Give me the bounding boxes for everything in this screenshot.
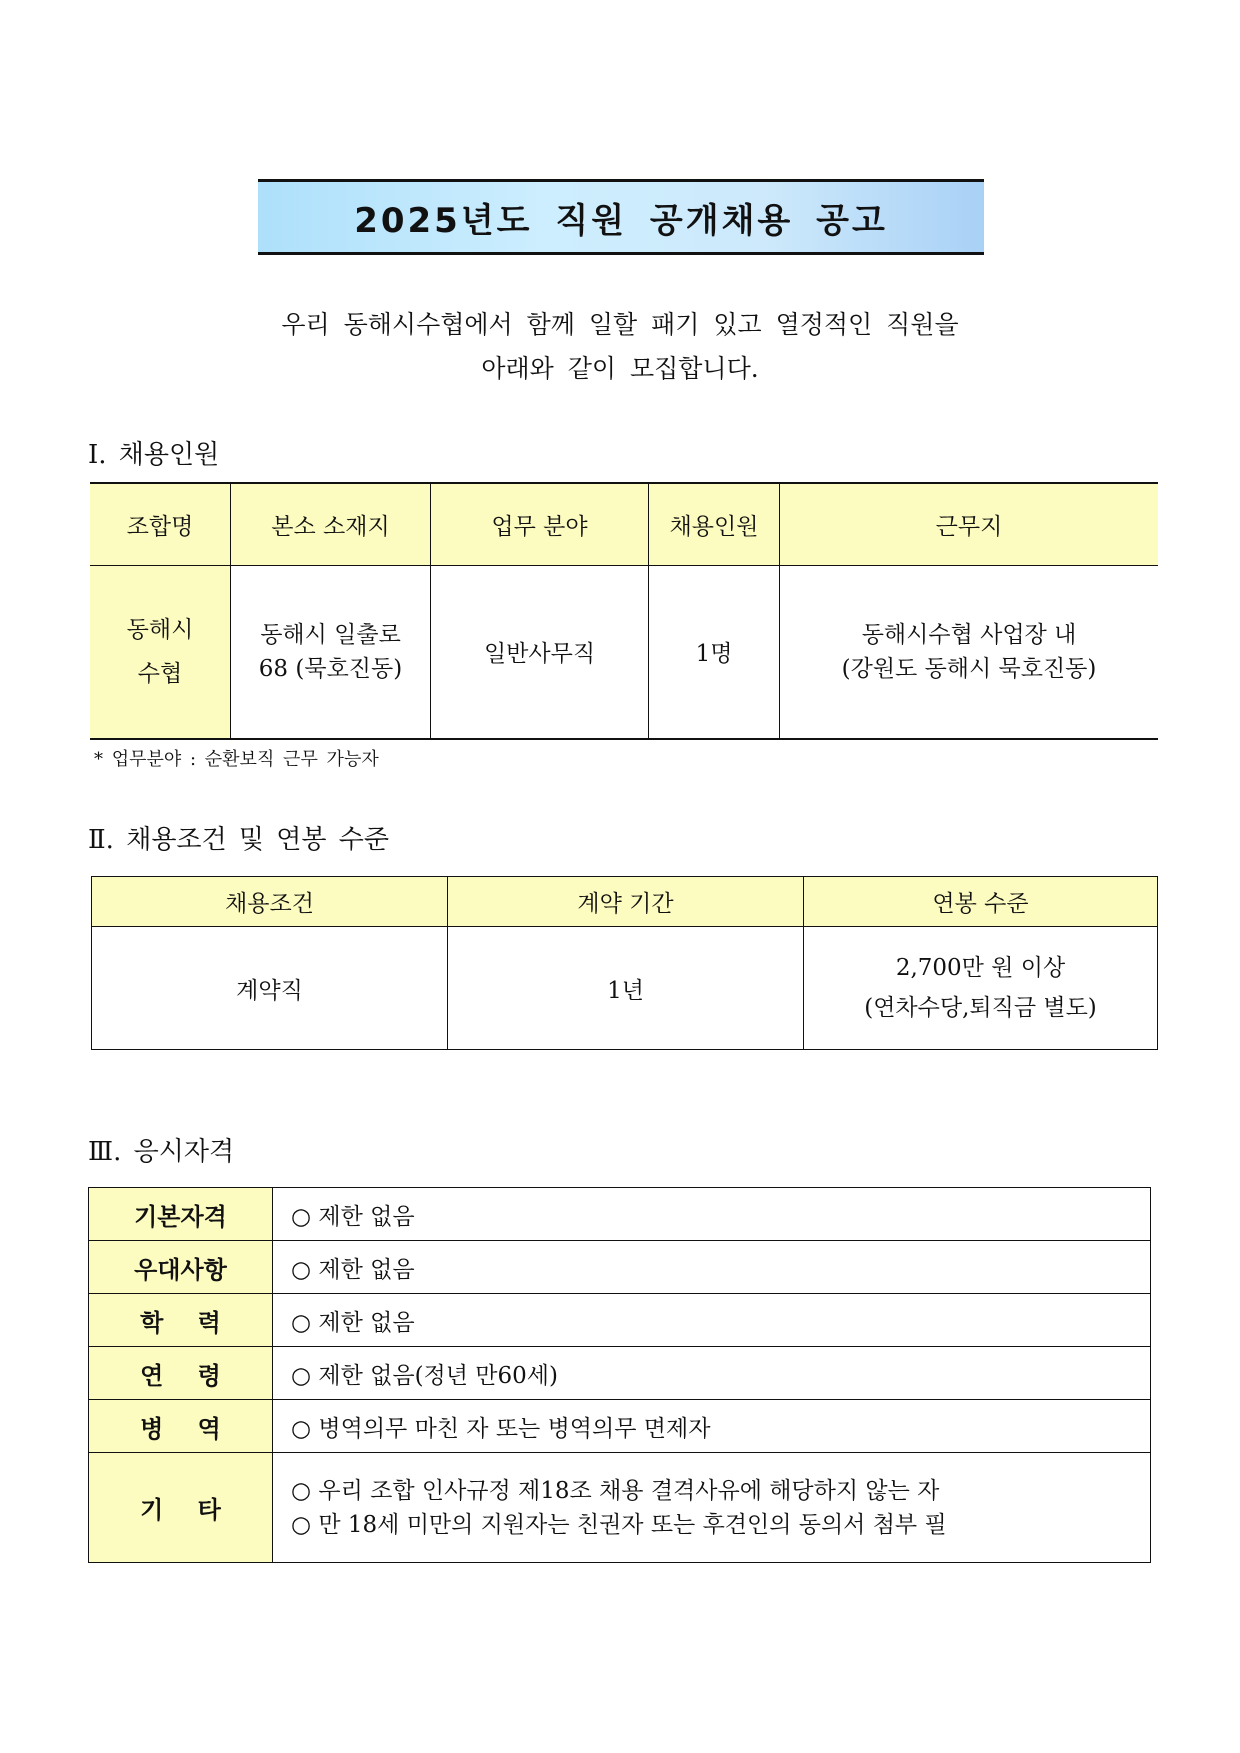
table-header-row — [92, 877, 1158, 927]
table-row — [89, 1188, 1151, 1241]
table-row — [89, 1241, 1151, 1294]
header-field: 업무 분야 — [431, 483, 649, 565]
count-cell: 1명 — [649, 565, 780, 739]
field-cell: 일반사무직 — [431, 565, 649, 739]
qualification-value: ○ 제한 없음 — [273, 1188, 1151, 1241]
section-2-title: Ⅱ. 채용조건 및 연봉 수준 — [88, 825, 390, 855]
table-row — [89, 1347, 1151, 1400]
header-count: 채용인원 — [649, 483, 780, 565]
section-3-title: Ⅲ. 응시자격 — [88, 1137, 235, 1167]
table-row — [89, 1294, 1151, 1347]
union-name-cell — [90, 565, 231, 739]
header-period: 계약 기간 — [448, 877, 804, 927]
table-header-row — [90, 483, 1158, 565]
qualification-value: ○ 제한 없음(정년 만60세) — [273, 1347, 1151, 1400]
address-line-1: 동해시 일출로 — [260, 621, 401, 648]
condition-cell: 계약직 — [92, 927, 448, 1050]
period-cell: 1년 — [448, 927, 804, 1050]
qualification-label: 연 령 — [89, 1347, 273, 1400]
conditions-table — [91, 876, 1158, 1050]
table-row — [90, 565, 1158, 739]
table-row — [89, 1453, 1151, 1563]
table-row — [89, 1400, 1151, 1453]
intro-line-1: 우리 동해시수협에서 함께 일할 패기 있고 열정적인 직원을 — [281, 310, 959, 339]
qualification-label: 기본자격 — [89, 1188, 273, 1241]
salary-line-2: (연차수당,퇴직금 별도) — [864, 995, 1097, 1021]
intro-line-2: 아래와 같이 모집합니다. — [481, 354, 759, 383]
workplace-line-2: (강원도 동해시 묵호진동) — [841, 655, 1097, 682]
header-workplace: 근무지 — [780, 483, 1159, 565]
qualification-value — [273, 1453, 1151, 1563]
title-banner — [258, 179, 984, 255]
other-line-2: ○ 만 18세 미만의 지원자는 친권자 또는 후견인의 동의서 첨부 필 — [291, 1511, 947, 1538]
qualifications-table — [88, 1187, 1151, 1563]
address-line-2: 68 (묵호진동) — [258, 655, 403, 682]
salary-line-1: 2,700만 원 이상 — [895, 955, 1066, 981]
page-title: 2025년도 직원 공개채용 공고 — [354, 200, 888, 241]
header-condition: 채용조건 — [92, 877, 448, 927]
header-salary: 연봉 수준 — [804, 877, 1158, 927]
table-row — [92, 927, 1158, 1050]
qualification-label: 우대사항 — [89, 1241, 273, 1294]
qualification-label: 학 력 — [89, 1294, 273, 1347]
workplace-line-1: 동해시수협 사업장 내 — [861, 621, 1077, 648]
header-address: 본소 소재지 — [231, 483, 431, 565]
qualification-value: ○ 제한 없음 — [273, 1294, 1151, 1347]
field-note: * 업무분야 : 순환보직 근무 가능자 — [94, 749, 379, 770]
qualification-label: 기 타 — [89, 1453, 273, 1563]
other-line-1: ○ 우리 조합 인사규정 제18조 채용 결격사유에 해당하지 않는 자 — [291, 1477, 940, 1504]
union-name-line-1: 동해시 — [126, 616, 194, 643]
recruitment-count-table — [90, 482, 1158, 740]
address-cell — [231, 565, 431, 739]
header-union: 조합명 — [90, 483, 231, 565]
workplace-cell — [780, 565, 1159, 739]
qualification-label: 병 역 — [89, 1400, 273, 1453]
qualification-value: ○ 제한 없음 — [273, 1241, 1151, 1294]
qualification-value: ○ 병역의무 마친 자 또는 병역의무 면제자 — [273, 1400, 1151, 1453]
salary-cell — [804, 927, 1158, 1050]
section-1-title: Ⅰ. 채용인원 — [88, 440, 220, 470]
union-name-line-2: 수협 — [137, 660, 183, 687]
